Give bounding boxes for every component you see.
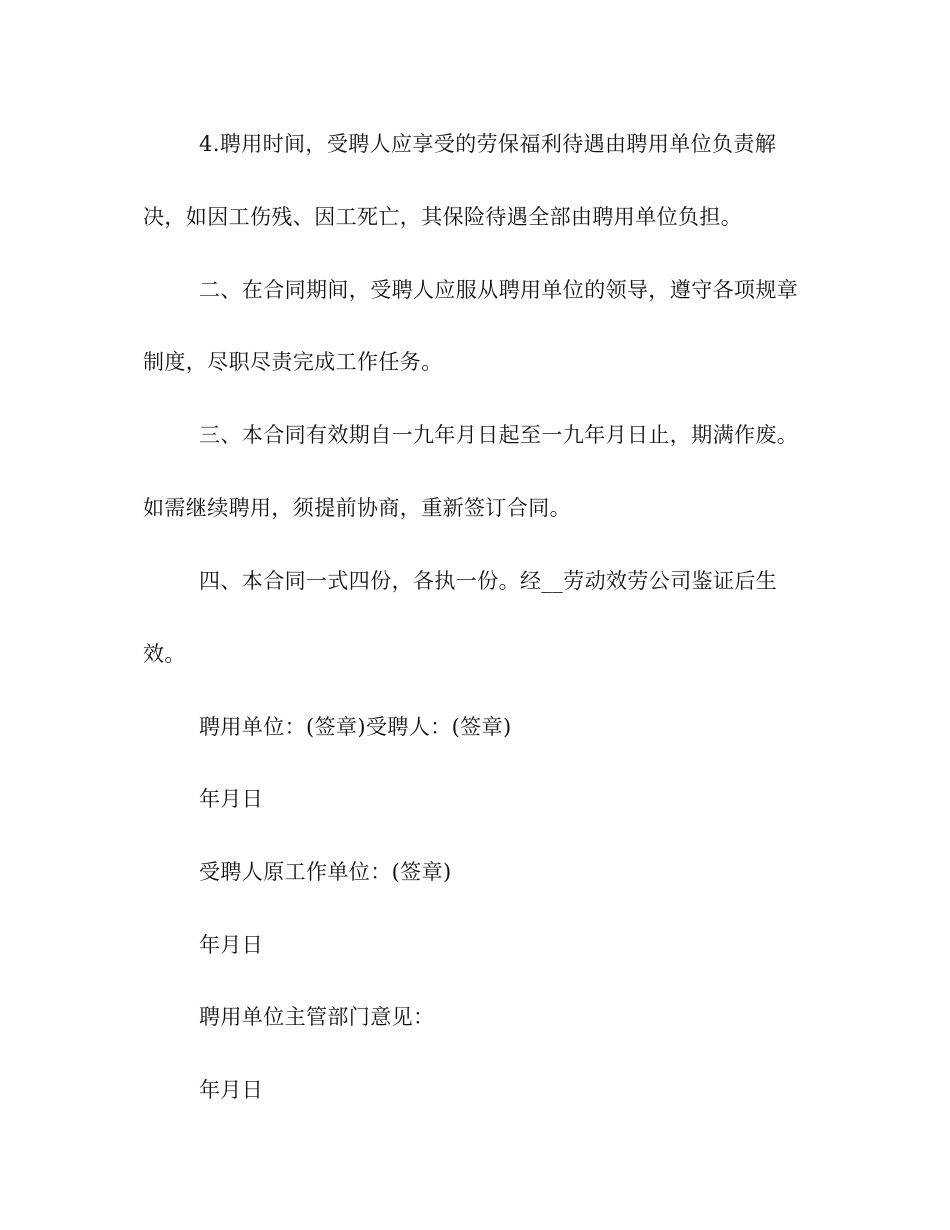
signature-employer-employee: 聘用单位：(签章)受聘人：(签章)	[199, 715, 512, 739]
date-line-1: 年月日	[199, 787, 264, 811]
clause-3-line-2: 如需继续聘用，须提前协商，重新签订合同。	[143, 496, 571, 520]
clause-4b-line-1: 四、本合同一式四份，各执一份。经__劳动效劳公司鉴证后生	[199, 569, 778, 593]
department-opinion: 聘用单位主管部门意见：	[199, 1005, 435, 1029]
signature-original-employer: 受聘人原工作单位：(签章)	[199, 860, 452, 884]
clause-4b-line-2: 效。	[143, 642, 186, 666]
clause-4-line-1: 4.聘用时间，受聘人应享受的劳保福利待遇由聘用单位负责解	[199, 132, 777, 156]
clause-4-line-2: 决，如因工伤残、因工死亡，其保险待遇全部由聘用单位负担。	[143, 205, 743, 229]
clause-3-line-1: 三、本合同有效期自一九年月日起至一九年月日止，期满作废。	[199, 423, 799, 447]
date-line-2: 年月日	[199, 933, 264, 957]
clause-2-line-1: 二、在合同期间，受聘人应服从聘用单位的领导，遵守各项规章	[199, 278, 799, 302]
clause-2-line-2: 制度，尽职尽责完成工作任务。	[143, 350, 443, 374]
date-line-3: 年月日	[199, 1078, 264, 1102]
